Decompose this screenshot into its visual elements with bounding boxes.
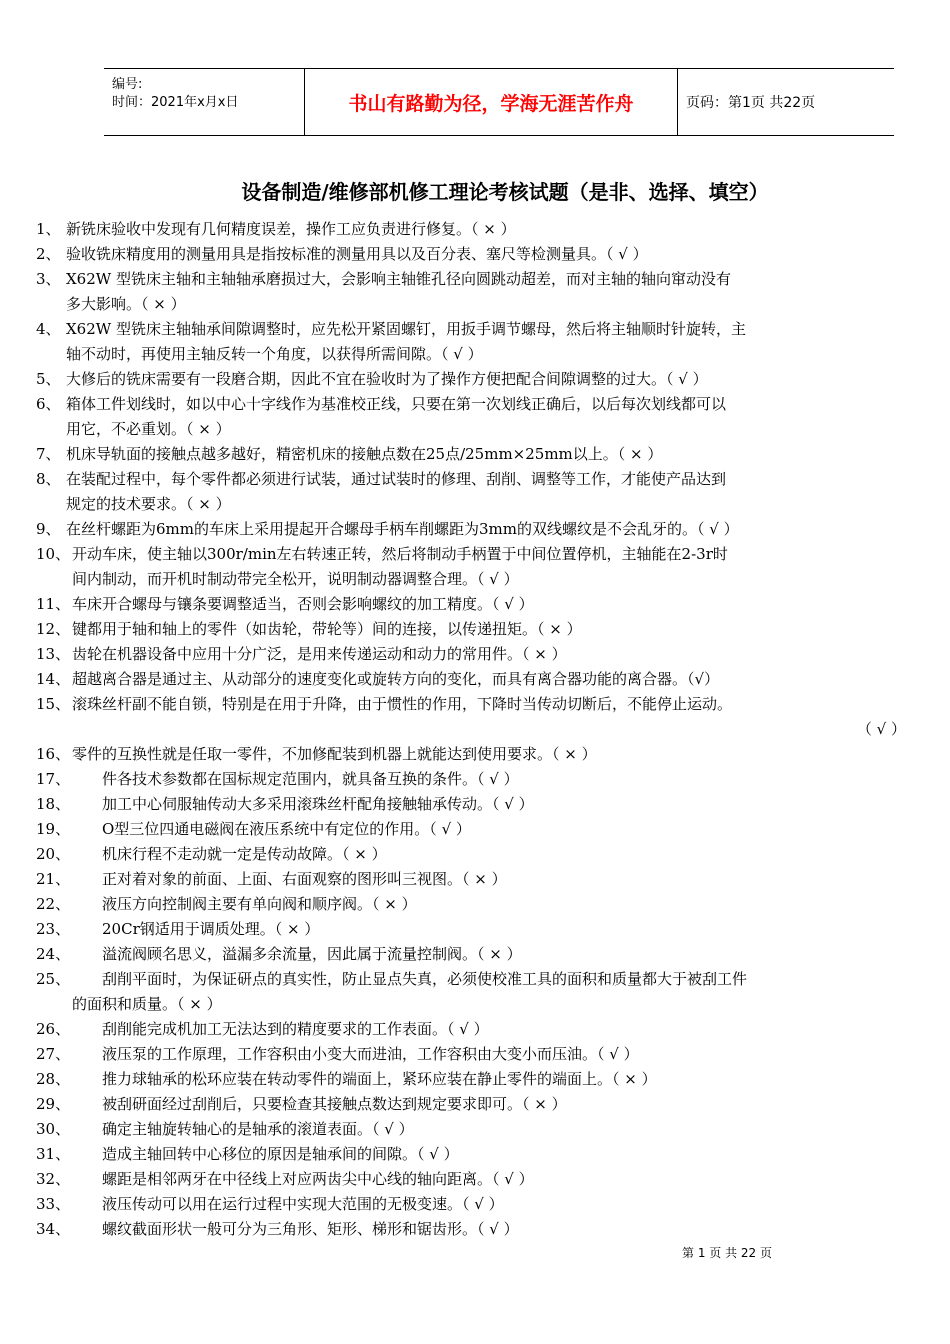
- question-item: [36, 1142, 926, 1167]
- question-number: 29、: [36, 1095, 71, 1113]
- question-line: 造成主轴回转中心移位的原因是轴承间的间隙。（ √ ）: [102, 1145, 459, 1163]
- question-line: 规定的技术要求。（ × ）: [66, 495, 231, 513]
- question-text: [72, 892, 926, 917]
- question-number: 3、: [36, 270, 61, 288]
- question-number: 30、: [36, 1120, 71, 1138]
- question-text: [72, 967, 926, 1017]
- question-text: [72, 692, 926, 717]
- question-number: 4、: [36, 320, 61, 338]
- question-number: 34、: [36, 1220, 71, 1238]
- question-line: 验收铣床精度用的测量用具是指按标准的测量用具以及百分表、塞尺等检测量具。（ √ ）: [66, 245, 648, 263]
- question-line: 液压方向控制阀主要有单向阀和顺序阀。（ × ）: [102, 895, 417, 913]
- question-text: [72, 592, 926, 617]
- question-line: 多大影响。（ × ）: [66, 295, 186, 313]
- question-text: [72, 1217, 926, 1242]
- question-item: [36, 442, 926, 467]
- question-number: 23、: [36, 920, 71, 938]
- question-number: 12、: [36, 620, 71, 638]
- question-number: 8、: [36, 470, 61, 488]
- question-number: 19、: [36, 820, 71, 838]
- question-text: [72, 742, 926, 767]
- question-line: 间内制动，而开机时制动带完全松开，说明制动器调整合理。（ √ ）: [72, 570, 519, 588]
- question-line: 滚珠丝杆副不能自锁，特别是在用于升降，由于惯性的作用，下降时当传动切断后，不能停止运动。: [72, 695, 733, 713]
- question-item: [36, 242, 926, 267]
- question-item: [36, 317, 926, 367]
- question-text: [66, 392, 926, 442]
- question-line: 螺距是相邻两牙在中径线上对应两齿尖中心线的轴向距离。（ √ ）: [102, 1170, 534, 1188]
- question-item: [36, 967, 926, 1017]
- question-item: [36, 217, 926, 242]
- question-line: 的面积和质量。（ × ）: [72, 995, 222, 1013]
- question-number: 31、: [36, 1145, 71, 1163]
- question-line: 确定主轴旋转轴心的是轴承的滚道表面。（ √ ）: [102, 1120, 414, 1138]
- question-line: 车床开合螺母与镶条要调整适当，否则会影响螺纹的加工精度。（ √ ）: [72, 595, 534, 613]
- question-text: [72, 1142, 926, 1167]
- question-text: [72, 917, 926, 942]
- question-item: [36, 792, 926, 817]
- question-text: [66, 317, 926, 367]
- question-text: [66, 242, 926, 267]
- question-item: [36, 692, 926, 742]
- question-line: 齿轮在机器设备中应用十分广泛，是用来传递运动和动力的常用件。（ × ）: [72, 645, 567, 663]
- question-text: [72, 817, 926, 842]
- question-text: [72, 842, 926, 867]
- header-meta: [104, 69, 304, 135]
- question-item: [36, 1117, 926, 1142]
- question-number: 25、: [36, 970, 71, 988]
- question-line: 20Cr钢适用于调质处理。（ × ）: [102, 920, 320, 938]
- question-item: [36, 1192, 926, 1217]
- question-item: [36, 367, 926, 392]
- question-item: [36, 942, 926, 967]
- question-text: [72, 1192, 926, 1217]
- question-text: [72, 867, 926, 892]
- question-text: [72, 642, 926, 667]
- question-item: [36, 867, 926, 892]
- question-line: 溢流阀顾名思义，溢漏多余流量，因此属于流量控制阀。（ × ）: [102, 945, 522, 963]
- question-line: 超越离合器是通过主、从动部分的速度变化或旋转方向的变化，而具有离合器功能的离合器。（√）: [72, 670, 720, 688]
- question-number: 26、: [36, 1020, 71, 1038]
- question-line: X62W 型铣床主轴轴承间隙调整时，应先松开紧固螺钉，用扳手调节螺母，然后将主轴顺时针旋转，主: [66, 320, 746, 338]
- question-list: [36, 217, 926, 1242]
- question-item: [36, 467, 926, 517]
- question-item: [36, 817, 926, 842]
- question-number: 5、: [36, 370, 61, 388]
- question-item: [36, 1067, 926, 1092]
- question-line: 轴不动时，再使用主轴反转一个角度，以获得所需间隙。（ √ ）: [66, 345, 483, 363]
- question-answer: （ √ ）: [856, 720, 906, 738]
- question-number: 6、: [36, 395, 61, 413]
- header-page-info: 页码：第1页 共22页: [686, 95, 816, 111]
- question-line: 液压泵的工作原理，工作容积由小变大而进油，工作容积由大变小而压油。（ √ ）: [102, 1045, 639, 1063]
- question-text: [72, 617, 926, 642]
- question-line: 在丝杆螺距为6mm的车床上采用提起开合螺母手柄车削螺距为3mm的双线螺纹是不会乱牙的。（ √ ）: [66, 520, 739, 538]
- question-item: [36, 842, 926, 867]
- question-item: [36, 1092, 926, 1117]
- question-number: 28、: [36, 1070, 71, 1088]
- question-item: [36, 742, 926, 767]
- question-line: 件各技术参数都在国标规定范围内，就具备互换的条件。（ √ ）: [102, 770, 519, 788]
- question-item: [36, 592, 926, 617]
- question-line: 推力球轴承的松环应装在转动零件的端面上，紧环应装在静止零件的端面上。（ × ）: [102, 1070, 657, 1088]
- question-text: [72, 1042, 926, 1067]
- question-text: [72, 1117, 926, 1142]
- question-text: [66, 217, 926, 242]
- question-number: 22、: [36, 895, 71, 913]
- question-text: [72, 542, 926, 592]
- question-line: 被刮研面经过刮削后，只要检查其接触点数达到规定要求即可。（ × ）: [102, 1095, 567, 1113]
- question-number: 13、: [36, 645, 71, 663]
- question-text: [72, 1067, 926, 1092]
- question-line: 加工中心伺服轴传动大多采用滚珠丝杆配角接触轴承传动。（ √ ）: [102, 795, 534, 813]
- question-line: 箱体工件划线时，如以中心十字线作为基准校正线，只要在第一次划线正确后，以后每次划线都可以: [66, 395, 727, 413]
- question-line: 大修后的铣床需要有一段磨合期，因此不宜在验收时为了操作方便把配合间隙调整的过大。（ √ ）: [66, 370, 708, 388]
- doc-time-label: 时间：2021年x月x日: [112, 95, 239, 110]
- question-text: [66, 367, 926, 392]
- question-number: 27、: [36, 1045, 71, 1063]
- question-item: [36, 542, 926, 592]
- question-item: [36, 392, 926, 442]
- question-number: 33、: [36, 1195, 71, 1213]
- question-item: [36, 767, 926, 792]
- question-number: 24、: [36, 945, 71, 963]
- question-line: 新铣床验收中发现有几何精度误差，操作工应负责进行修复。（ × ）: [66, 220, 516, 238]
- question-line: 用它，不必重划。（ × ）: [66, 420, 231, 438]
- question-item: [36, 642, 926, 667]
- question-line: 刮削平面时，为保证研点的真实性，防止显点失真，必须使校准工具的面积和质量都大于被刮工件: [102, 970, 748, 988]
- question-text: [72, 792, 926, 817]
- question-text: [66, 442, 926, 467]
- question-number: 7、: [36, 445, 61, 463]
- page-footer: 第 1 页 共 22 页: [682, 1246, 772, 1260]
- document-title: 设备制造/维修部机修工理论考核试题（是非、选择、填空）: [241, 180, 769, 204]
- question-line: 开动车床，使主轴以300r/min左右转速正转，然后将制动手柄置于中间位置停机，主轴能在2-3r时: [72, 545, 728, 563]
- question-item: [36, 667, 926, 692]
- question-number: 18、: [36, 795, 71, 813]
- question-number: 9、: [36, 520, 61, 538]
- question-number: 14、: [36, 670, 71, 688]
- header-motto: 书山有路勤为径，学海无涯苦作舟: [304, 69, 678, 135]
- question-item: [36, 267, 926, 317]
- question-number: 20、: [36, 845, 71, 863]
- question-text: [66, 517, 926, 542]
- question-line: 零件的互换性就是任取一零件，不加修配装到机器上就能达到使用要求。（ × ）: [72, 745, 597, 763]
- question-line: 在装配过程中，每个零件都必须进行试装，通过试装时的修理、刮削、调整等工作，才能使产品达到: [66, 470, 727, 488]
- question-item: [36, 1042, 926, 1067]
- question-line: 正对着对象的前面、上面、右面观察的图形叫三视图。（ × ）: [102, 870, 507, 888]
- question-number: 15、: [36, 695, 71, 713]
- question-line: X62W 型铣床主轴和主轴轴承磨损过大，会影响主轴锥孔径向圆跳动超差，而对主轴的轴向窜动没有: [66, 270, 731, 288]
- question-text: [72, 1092, 926, 1117]
- question-number: 10、: [36, 545, 71, 563]
- question-number: 16、: [36, 745, 71, 763]
- question-item: [36, 617, 926, 642]
- question-item: [36, 517, 926, 542]
- question-item: [36, 1217, 926, 1242]
- question-line: 机床导轨面的接触点越多越好，精密机床的接触点数在25点/25mm×25mm以上。（ × ）: [66, 445, 663, 463]
- question-number: 1、: [36, 220, 61, 238]
- question-number: 11、: [36, 595, 71, 613]
- question-number: 32、: [36, 1170, 71, 1188]
- question-line: 机床行程不走动就一定是传动故障。（ × ）: [102, 845, 387, 863]
- question-text: [66, 267, 926, 317]
- question-line: O型三位四通电磁阀在液压系统中有定位的作用。（ √ ）: [102, 820, 471, 838]
- question-text: [72, 1167, 926, 1192]
- question-text: [72, 767, 926, 792]
- question-line: 键都用于轴和轴上的零件（如齿轮，带轮等）间的连接，以传递扭矩。（ × ）: [72, 620, 582, 638]
- question-number: 21、: [36, 870, 71, 888]
- question-number: 2、: [36, 245, 61, 263]
- question-item: [36, 1017, 926, 1042]
- question-line: 螺纹截面形状一般可分为三角形、矩形、梯形和锯齿形。（ √ ）: [102, 1220, 519, 1238]
- doc-number-label: 编号:: [112, 77, 143, 92]
- page-header: [104, 68, 894, 136]
- question-item: [36, 1167, 926, 1192]
- question-line: 液压传动可以用在运行过程中实现大范围的无极变速。（ √ ）: [102, 1195, 504, 1213]
- question-line: 刮削能完成机加工无法达到的精度要求的工作表面。（ √ ）: [102, 1020, 489, 1038]
- question-item: [36, 892, 926, 917]
- question-text: [72, 1017, 926, 1042]
- question-text: [72, 667, 926, 692]
- question-text: [66, 467, 926, 517]
- question-item: [36, 917, 926, 942]
- question-number: 17、: [36, 770, 71, 788]
- question-text: [72, 942, 926, 967]
